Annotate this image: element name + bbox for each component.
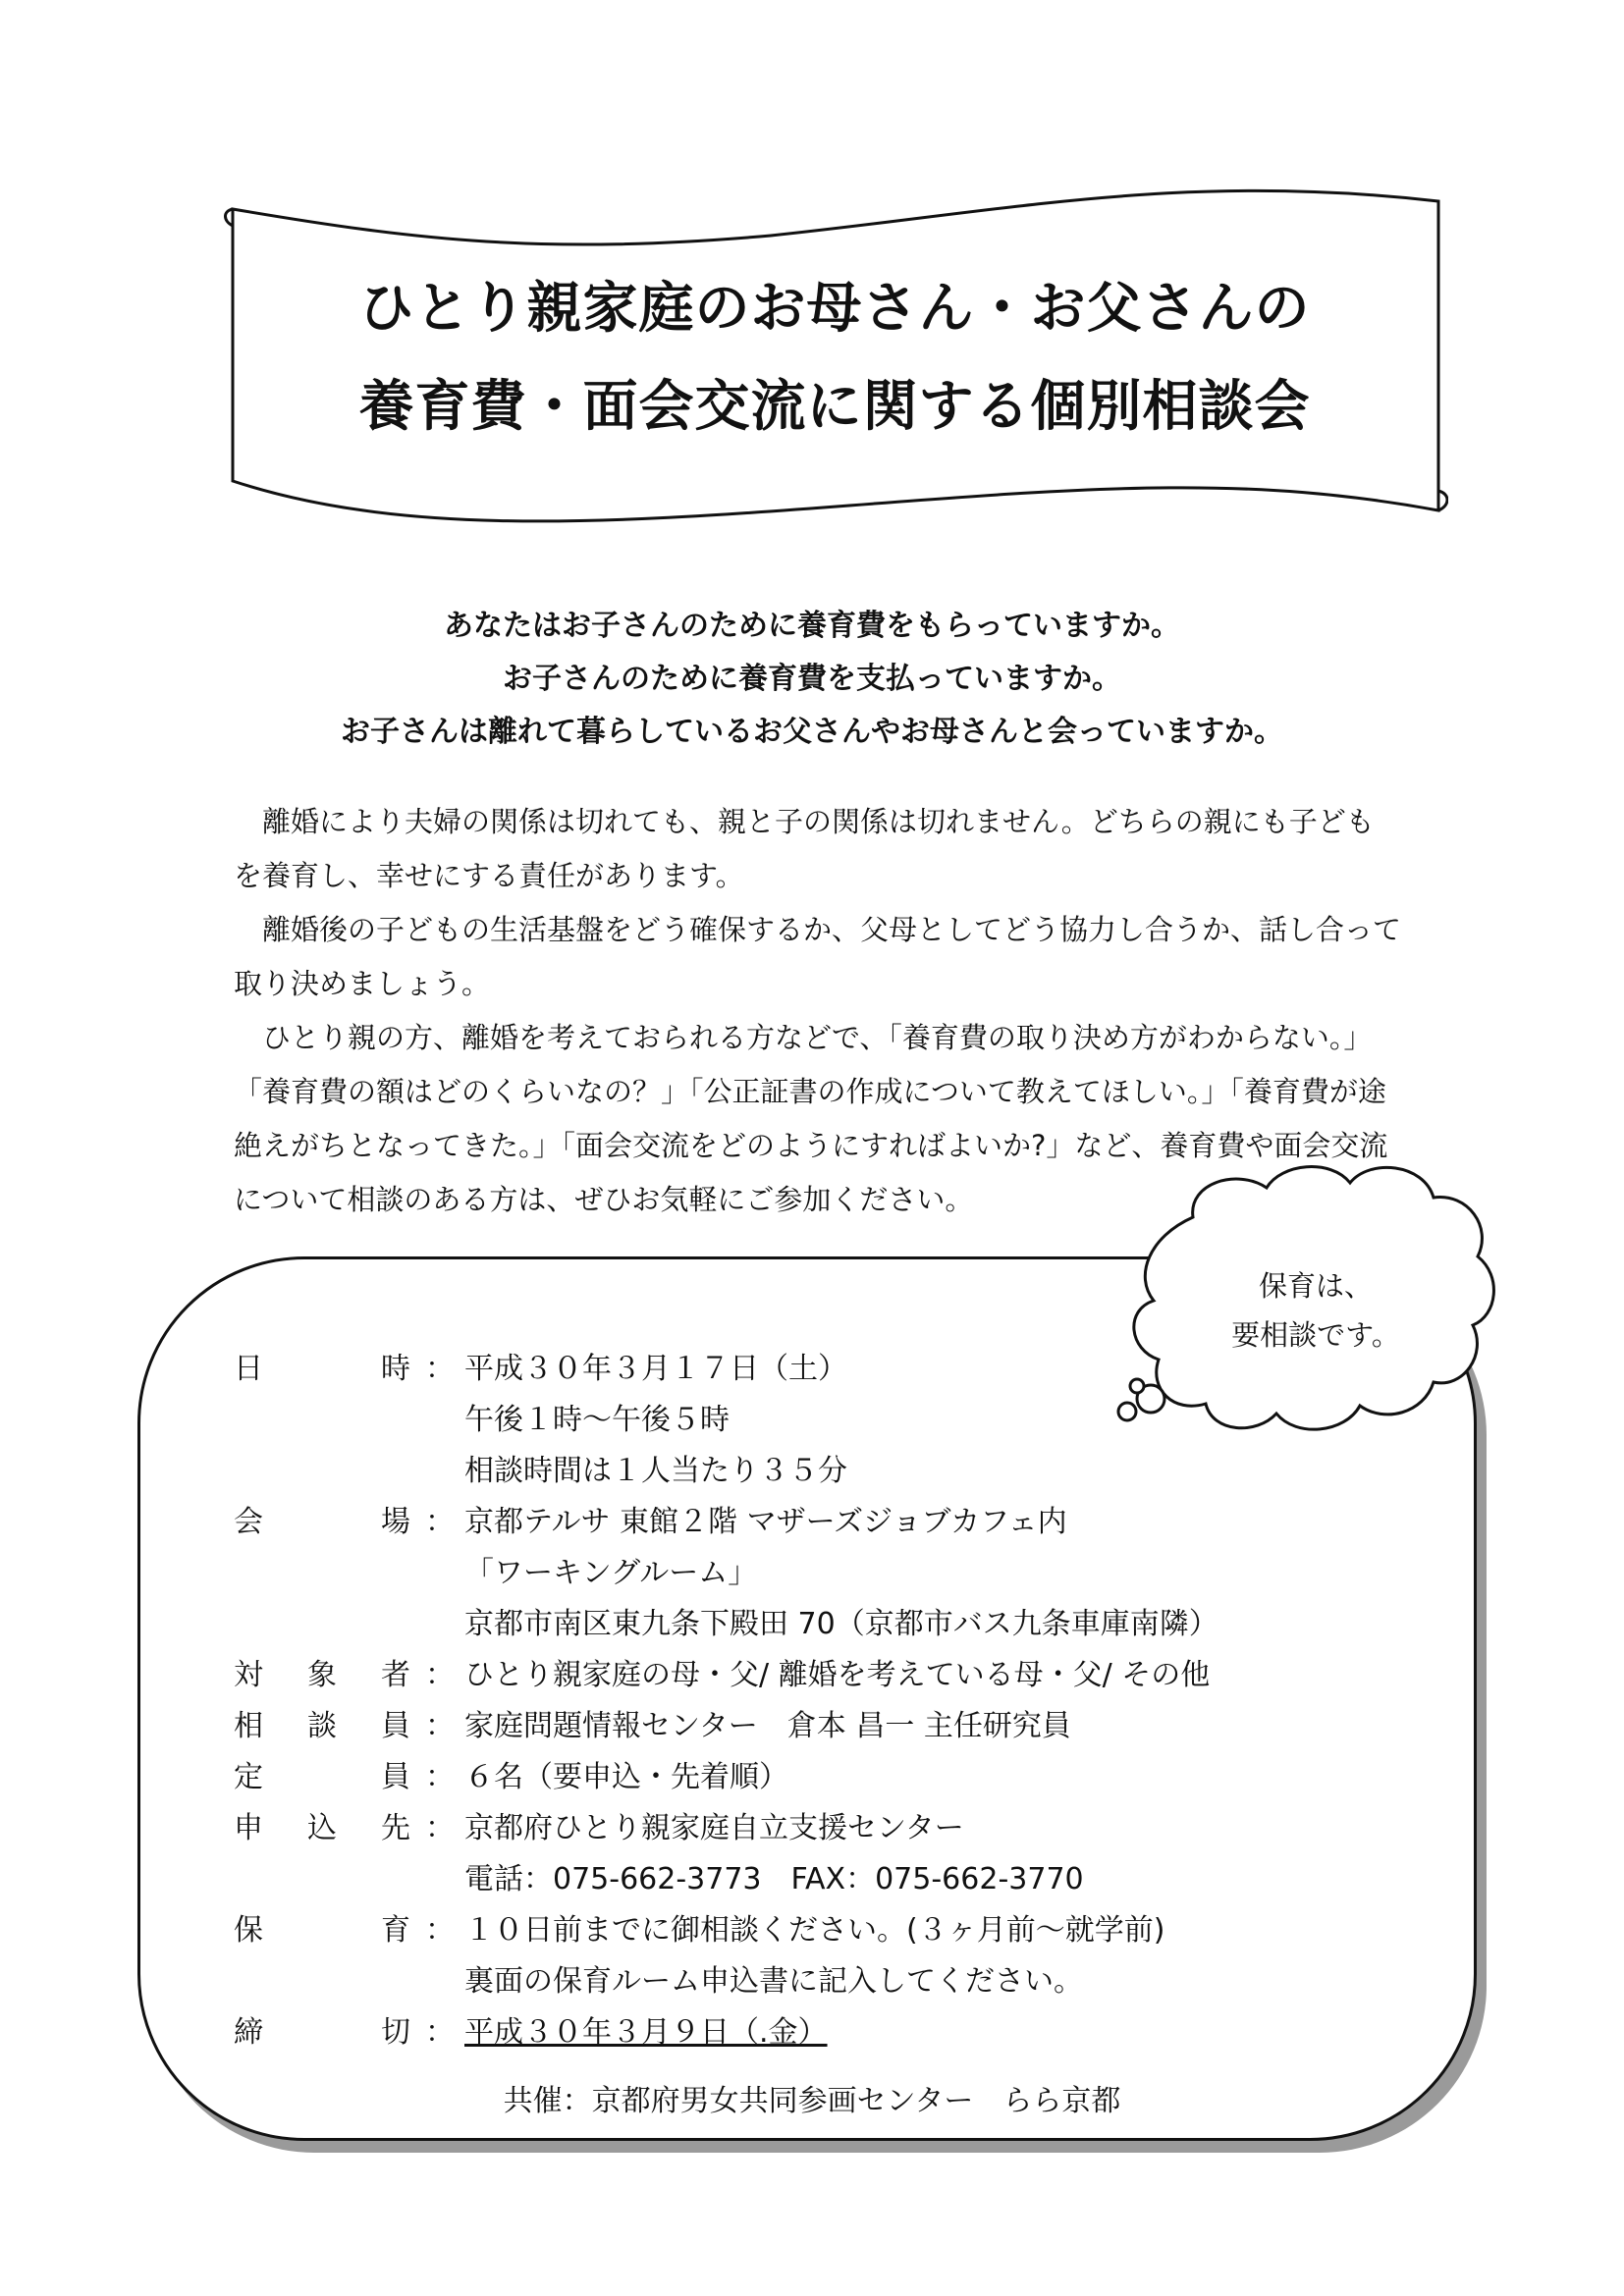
target-value: ひとり親家庭の母・父/ 離婚を考えている母・父/ その他 <box>464 1658 1211 1692</box>
row-deadline <box>234 2008 1451 2057</box>
venue-value-1: 京都テルサ 東館２階 マザーズジョブカフェ内 <box>464 1505 1067 1539</box>
label-char: 会 <box>234 1505 263 1539</box>
datetime-value-2: 午後１時～午後５時 <box>464 1403 730 1437</box>
deadline-value: 平成３０年３月９日（.金） <box>464 2015 828 2050</box>
row-apply <box>234 1804 1451 1853</box>
label-char: 談 <box>307 1709 337 1743</box>
banner-scroll-shape <box>221 182 1448 535</box>
label-char: 込 <box>307 1811 337 1845</box>
label-char: 象 <box>307 1658 337 1692</box>
label-colon: ： <box>425 1709 455 1743</box>
capacity-value: ６名（要申込・先着順） <box>464 1760 788 1794</box>
row-datetime <box>234 1345 1451 1394</box>
counselor-value: 家庭問題情報センター 倉本 昌一 主任研究員 <box>464 1709 1071 1743</box>
label-colon: ： <box>425 1760 455 1794</box>
row-apply-2 <box>234 1855 1451 1904</box>
question-3: お子さんは離れて暮らしているお父さんやお母さんと会っていますか。 <box>341 715 1283 749</box>
row-childcare <box>234 1906 1451 1955</box>
label-char: 対 <box>234 1658 263 1692</box>
label-colon: ： <box>425 1658 455 1692</box>
label-char: 者 <box>381 1658 410 1692</box>
question-1: あなたはお子さんのために養育費をもらっていますか。 <box>444 609 1180 643</box>
row-venue-3 <box>234 1600 1451 1649</box>
childcare-value-2: 裏面の保育ルーム申込書に記入してください。 <box>464 1964 1083 1999</box>
paragraph-3: ひとり親の方、離婚を考えておられる方などで、「養育費の取り決め方がわからない。」「養育費の額はどのくらいなの？」「公正証書の作成について教えてほしい。」「養育費が途絶えがちとなってきた。」「面会交流をどのようにすればよいか?」など、養育費や面会交流について相談のある方は、ぜひお気軽にご参加ください。 <box>234 1021 1388 1216</box>
row-venue-2 <box>234 1549 1451 1598</box>
label-char: 員 <box>381 1709 410 1743</box>
row-datetime-2 <box>234 1396 1451 1445</box>
title-line-2: 養育費・面会交流に関する個別相談会 <box>358 375 1311 439</box>
row-datetime-3 <box>234 1447 1451 1496</box>
childcare-value-1: １０日前までに御相談ください。(３ヶ月前～就学前) <box>464 1913 1165 1948</box>
label-colon: ： <box>425 1913 455 1948</box>
title-line-1: ひとり親家庭のお母さん・お父さんの <box>358 277 1311 341</box>
label-char: 定 <box>234 1760 263 1794</box>
bubble-line-1: 保育は、 <box>1258 1269 1373 1303</box>
label-colon: ： <box>425 2015 455 2050</box>
title-banner <box>221 182 1448 535</box>
apply-value-1: 京都府ひとり親家庭自立支援センター <box>464 1811 964 1845</box>
question-2: お子さんのために養育費を支払っていますか。 <box>503 662 1121 696</box>
datetime-value-3: 相談時間は１人当たり３５分 <box>464 1454 847 1488</box>
row-childcare-2 <box>234 1957 1451 2006</box>
label-char: 先 <box>381 1811 410 1845</box>
label-char: 保 <box>234 1913 263 1948</box>
label-colon: ： <box>425 1505 455 1539</box>
row-target <box>234 1651 1451 1700</box>
venue-value-2: 「ワーキングルーム」 <box>464 1556 758 1590</box>
label-char: 切 <box>381 2015 410 2050</box>
label-char: 時 <box>381 1352 410 1386</box>
label-char: 日 <box>234 1352 263 1386</box>
label-colon: ： <box>425 1352 455 1386</box>
label-char: 申 <box>234 1811 263 1845</box>
apply-value-2: 電話：075-662-3773 FAX：075-662-3770 <box>464 1862 1084 1896</box>
label-char: 場 <box>381 1505 410 1539</box>
bubble-line-2: 要相談です。 <box>1231 1318 1400 1352</box>
label-char: 相 <box>234 1709 263 1743</box>
row-counselor <box>234 1702 1451 1751</box>
datetime-value-1: 平成３０年３月１７日（土） <box>464 1352 847 1386</box>
label-colon: ： <box>425 1811 455 1845</box>
paragraph-2: 離婚後の子どもの生活基盤をどう確保するか、父母としてどう協力し合うか、話し合って取り決めましょう。 <box>234 913 1402 1000</box>
venue-value-3: 京都市南区東九条下殿田 70（京都市バス九条車庫南隣） <box>464 1607 1218 1641</box>
label-char: 育 <box>381 1913 410 1948</box>
row-capacity <box>234 1753 1451 1802</box>
label-char: 締 <box>234 2015 263 2050</box>
row-venue <box>234 1498 1451 1547</box>
paragraph-1: 離婚により夫婦の関係は切れても、親と子の関係は切れません。どちらの親にも子どもを養育し、幸せにする責任があります。 <box>234 805 1375 892</box>
label-char: 員 <box>381 1760 410 1794</box>
cosponsor-line: 共催：京都府男女共同参画センター らら京都 <box>503 2084 1121 2118</box>
